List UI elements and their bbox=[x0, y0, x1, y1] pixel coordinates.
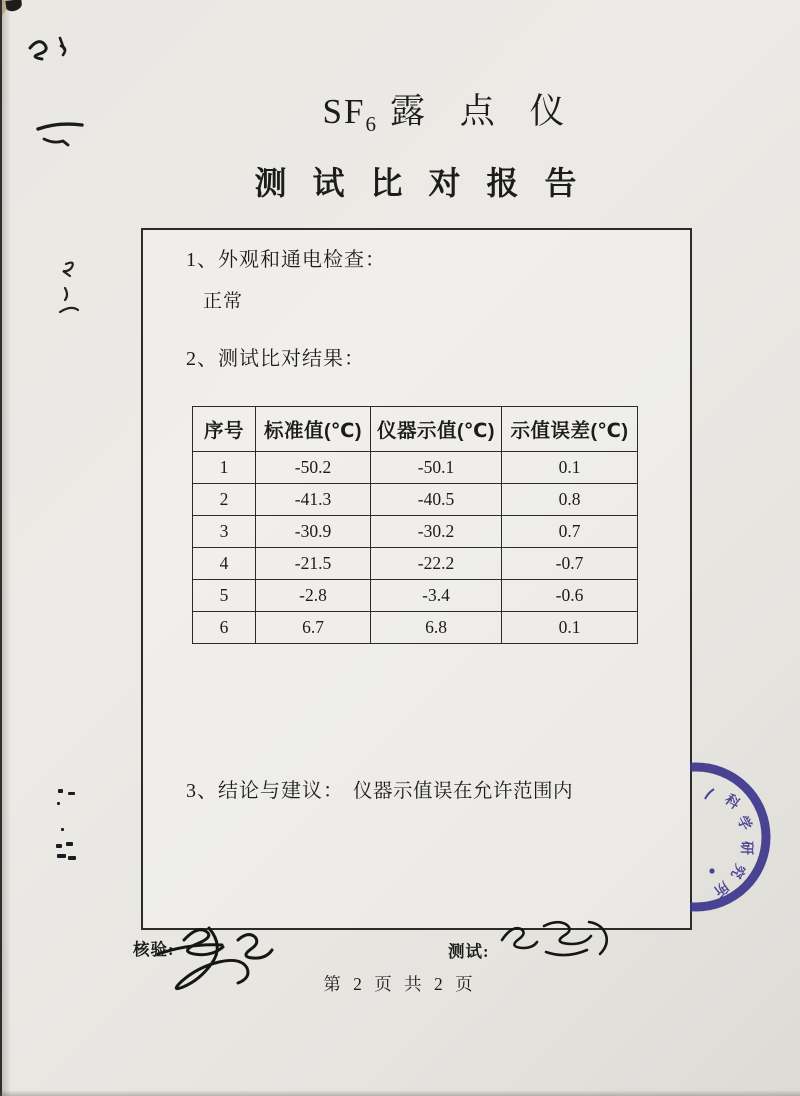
section2-label: 2、测试比对结果： bbox=[186, 348, 365, 370]
section1-label: 1、外观和通电检查： bbox=[186, 249, 386, 271]
table-row bbox=[193, 484, 638, 516]
table-cell: 6.7 bbox=[256, 612, 371, 644]
svg-text:究: 究 bbox=[728, 861, 749, 882]
table-cell: 0.1 bbox=[502, 612, 638, 644]
table-cell: 0.7 bbox=[502, 516, 638, 548]
table-cell: -30.9 bbox=[256, 516, 371, 548]
section3-line bbox=[186, 774, 573, 803]
table-cell: -30.2 bbox=[371, 516, 502, 548]
table-cell: -50.2 bbox=[256, 452, 371, 484]
table-cell: -40.5 bbox=[371, 484, 502, 516]
svg-text:科: 科 bbox=[722, 790, 744, 812]
page-number: 第 2 页 共 2 页 bbox=[323, 974, 477, 994]
report-title bbox=[0, 84, 800, 134]
test-label: 测试: bbox=[448, 942, 490, 961]
table-row bbox=[193, 548, 638, 580]
section1-result: 正常 bbox=[203, 291, 244, 312]
table-cell: 5 bbox=[193, 580, 256, 612]
table-cell: 4 bbox=[193, 548, 256, 580]
table-cell: -0.6 bbox=[502, 580, 638, 612]
table-cell: -21.5 bbox=[256, 548, 371, 580]
report-subtitle: 测 试 比 对 报 告 bbox=[254, 165, 586, 201]
table-cell: -41.3 bbox=[256, 484, 371, 516]
table-cell: 2 bbox=[193, 484, 256, 516]
table-cell: 0.1 bbox=[502, 452, 638, 484]
svg-text:学: 学 bbox=[734, 812, 756, 833]
table-cell: 6 bbox=[193, 612, 256, 644]
table-cell: -22.2 bbox=[371, 548, 502, 580]
title-block bbox=[0, 84, 800, 204]
verify-label: 核验: bbox=[133, 940, 175, 959]
table-cell: -50.1 bbox=[371, 452, 502, 484]
table-cell: -3.4 bbox=[371, 580, 502, 612]
report-title-sf: SF bbox=[322, 92, 366, 131]
col-header-index: 序号 bbox=[193, 407, 256, 452]
official-stamp-partial bbox=[690, 753, 800, 921]
report-body-box bbox=[141, 228, 692, 930]
col-header-standard: 标准值(℃) bbox=[256, 407, 371, 452]
table-header-row bbox=[193, 407, 638, 452]
ink-specks-left-margin bbox=[48, 782, 88, 868]
col-header-error: 示值误差(℃) bbox=[502, 407, 638, 452]
report-title-subscript: 6 bbox=[365, 112, 378, 136]
table-row bbox=[193, 452, 638, 484]
table-cell: 1 bbox=[193, 452, 256, 484]
scan-bottom-edge-shade bbox=[0, 1090, 800, 1096]
results-table-body bbox=[193, 452, 638, 644]
svg-text:研: 研 bbox=[739, 841, 755, 855]
report-title-cjk: 露 点 仪 bbox=[389, 92, 578, 131]
table-cell: 3 bbox=[193, 516, 256, 548]
pen-marks-left-margin bbox=[52, 258, 88, 324]
table-row bbox=[193, 516, 638, 548]
col-header-instrument: 仪器示值(℃) bbox=[371, 407, 502, 452]
section3-label: 3、结论与建议： bbox=[186, 780, 344, 802]
table-cell: 6.8 bbox=[371, 612, 502, 644]
test-signature bbox=[492, 912, 617, 970]
table-cell: -0.7 bbox=[502, 548, 638, 580]
table-row bbox=[193, 580, 638, 612]
results-table bbox=[192, 406, 638, 644]
table-row bbox=[193, 612, 638, 644]
table-cell: 0.8 bbox=[502, 484, 638, 516]
section3-conclusion: 仪器示值误在允许范围内 bbox=[353, 780, 574, 802]
svg-text:所: 所 bbox=[711, 878, 733, 900]
table-cell: -2.8 bbox=[256, 580, 371, 612]
